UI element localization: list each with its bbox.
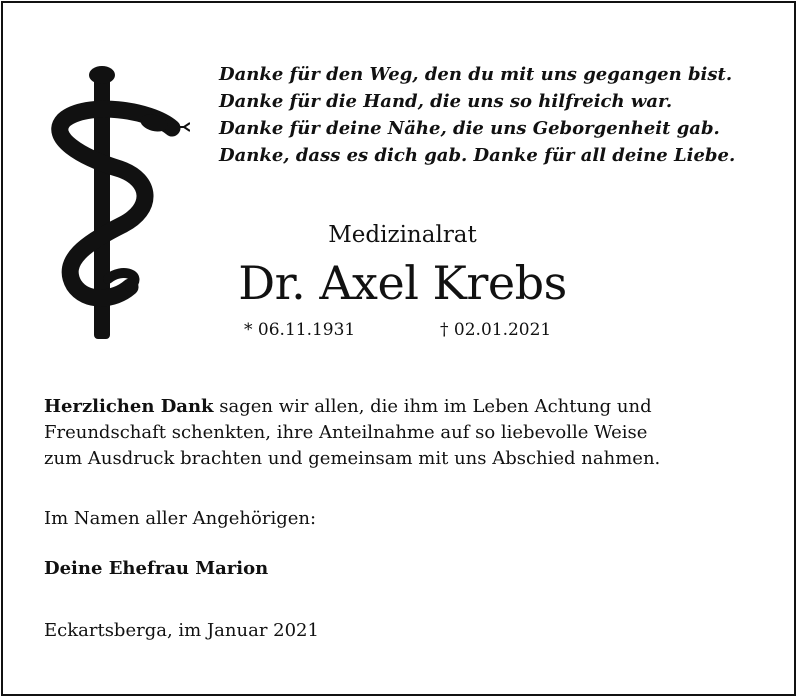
death-date: † 02.01.2021 <box>440 320 552 340</box>
deceased-title: Medizinalrat <box>328 222 477 248</box>
deceased-name: Dr. Axel Krebs <box>238 256 567 310</box>
birth-date: * 06.11.1931 <box>244 320 356 340</box>
thanks-paragraph <box>44 394 744 472</box>
thanks-line: sagen wir allen, die ihm im Leben Achtung und <box>213 396 652 417</box>
poem <box>219 61 735 169</box>
behalf-line: Im Namen aller Angehörigen: <box>44 508 317 529</box>
thanks-line: Freundschaft schenkten, ihre Anteilnahme auf so liebevolle Weise <box>44 422 648 443</box>
poem-line: Danke für den Weg, den du mit uns gegangen bist. <box>219 64 733 85</box>
staff-of-asclepius-icon <box>50 65 190 340</box>
place-date: Eckartsberga, im Januar 2021 <box>44 620 319 641</box>
poem-line: Danke für deine Nähe, die uns Geborgenheit gab. <box>219 118 720 139</box>
poem-line: Danke für die Hand, die uns so hilfreich war. <box>219 91 673 112</box>
poem-line: Danke, dass es dich gab. Danke für all deine Liebe. <box>219 145 736 166</box>
thanks-line: zum Ausdruck brachten und gemeinsam mit uns Abschied nahmen. <box>44 448 661 469</box>
thanks-bold: Herzlichen Dank <box>44 396 214 417</box>
signature: Deine Ehefrau Marion <box>44 558 269 579</box>
